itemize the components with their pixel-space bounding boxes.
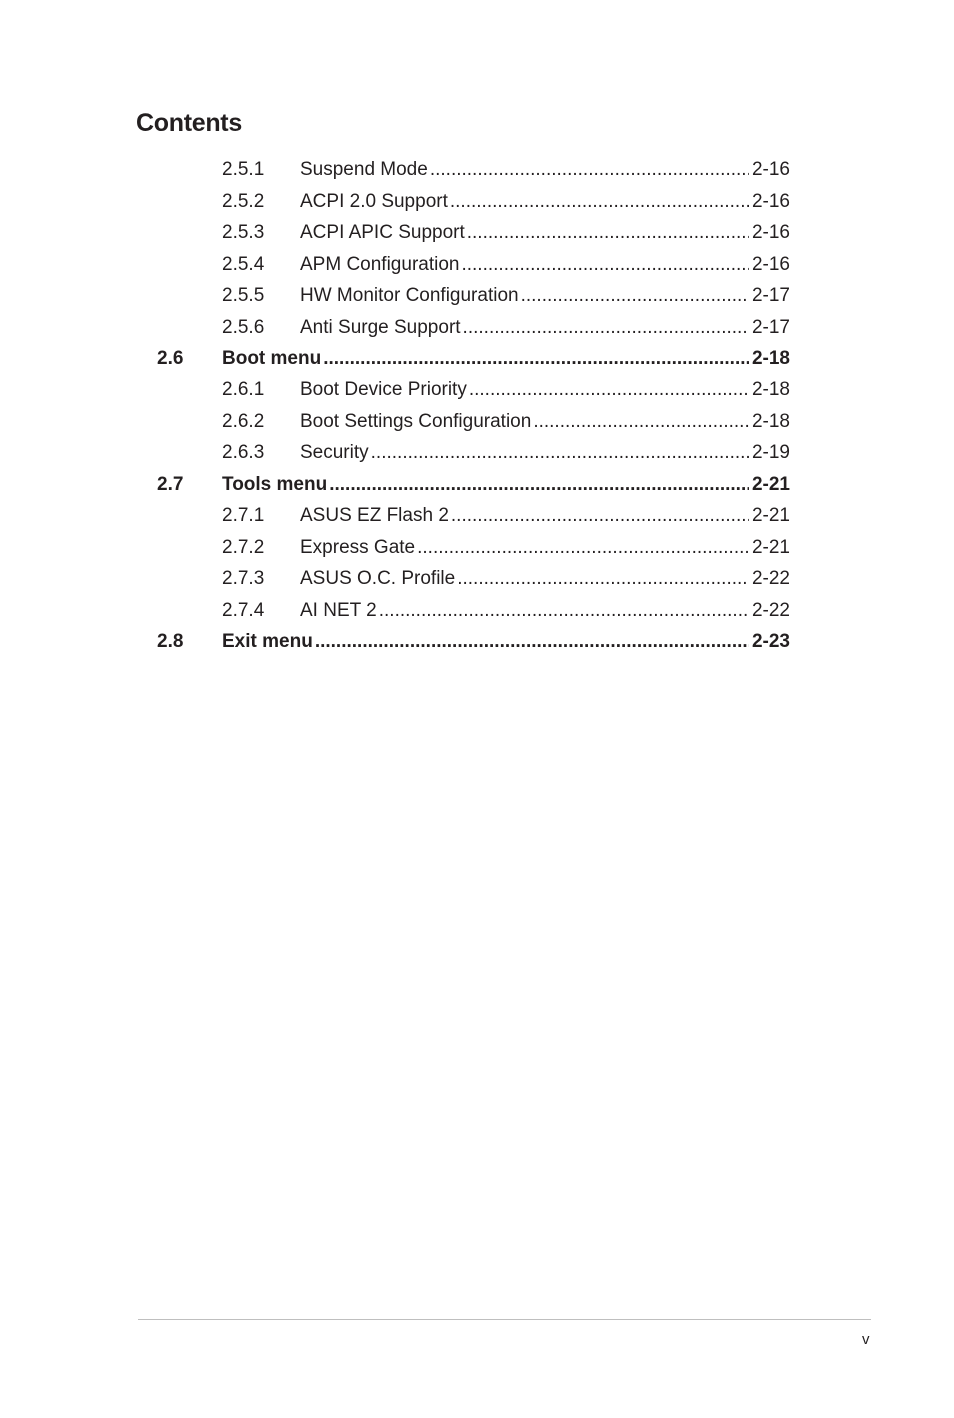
dot-leader [457, 565, 749, 593]
toc-entry-page: 2-18 [751, 348, 790, 369]
toc-entry-title: Express Gate [300, 537, 416, 558]
toc-entry-number: 2.5.2 [222, 191, 265, 212]
toc-entry-page: 2-22 [751, 568, 790, 589]
toc-entry[interactable] [0, 251, 954, 279]
dot-leader [533, 408, 749, 436]
toc-entry-page: 2-22 [751, 600, 790, 621]
dot-leader [379, 597, 749, 625]
toc-entry-number: 2.7.3 [222, 568, 265, 589]
toc-entry-title: APM Configuration [300, 254, 460, 275]
toc-section-entry[interactable] [0, 628, 954, 656]
toc-entry-number: 2.5.3 [222, 222, 265, 243]
toc-entry[interactable] [0, 219, 954, 247]
toc-entry-page: 2-16 [751, 254, 790, 275]
toc-entry-title: Tools menu [222, 474, 328, 495]
toc-entry-page: 2-16 [751, 191, 790, 212]
toc-entry-number: 2.6 [157, 348, 184, 369]
toc-entry-page: 2-21 [751, 474, 790, 495]
dot-leader [329, 471, 749, 499]
page-title: Contents [136, 109, 242, 137]
toc-entry[interactable] [0, 565, 954, 593]
toc-entry[interactable] [0, 376, 954, 404]
toc-entry-title: ACPI 2.0 Support [300, 191, 448, 212]
toc-entry[interactable] [0, 439, 954, 467]
toc-entry[interactable] [0, 156, 954, 184]
toc-entry[interactable] [0, 502, 954, 530]
toc-entry-title: Suspend Mode [300, 159, 428, 180]
toc-section-entry[interactable] [0, 345, 954, 373]
toc-entry-page: 2-17 [751, 317, 790, 338]
dot-leader [521, 282, 749, 310]
toc-entry-number: 2.7.4 [222, 600, 265, 621]
toc-entry-title: Anti Surge Support [300, 317, 461, 338]
dot-leader [371, 439, 749, 467]
toc-entry-title: ASUS EZ Flash 2 [300, 505, 449, 526]
toc-entry-page: 2-18 [751, 379, 790, 400]
toc-entry-page: 2-19 [751, 442, 790, 463]
dot-leader [469, 376, 749, 404]
toc-entry-title: Boot menu [222, 348, 322, 369]
toc-entry-number: 2.6.3 [222, 442, 265, 463]
toc-section-entry[interactable] [0, 471, 954, 499]
toc-entry-title: Exit menu [222, 631, 313, 652]
toc-entry-title: Security [300, 442, 369, 463]
dot-leader [323, 345, 749, 373]
toc-entry-number: 2.6.1 [222, 379, 265, 400]
dot-leader [430, 156, 749, 184]
toc-entry-page: 2-18 [751, 411, 790, 432]
toc-entry[interactable] [0, 314, 954, 342]
toc-entry-page: 2-17 [751, 285, 790, 306]
toc-entry-page: 2-21 [751, 505, 790, 526]
toc-entry-page: 2-16 [751, 159, 790, 180]
toc-entry-number: 2.5.4 [222, 254, 265, 275]
dot-leader [451, 502, 749, 530]
toc-entry[interactable] [0, 188, 954, 216]
toc-entry-number: 2.5.5 [222, 285, 265, 306]
dot-leader [417, 534, 749, 562]
dot-leader [450, 188, 749, 216]
dot-leader [315, 628, 749, 656]
toc-entry-title: ACPI APIC Support [300, 222, 465, 243]
toc-entry-title: Boot Device Priority [300, 379, 467, 400]
footer-page-number: v [862, 1331, 870, 1348]
toc-entry-number: 2.5.6 [222, 317, 265, 338]
toc-entry-number: 2.5.1 [222, 159, 265, 180]
dot-leader [463, 314, 749, 342]
toc-entry-page: 2-21 [751, 537, 790, 558]
toc-entry-title: AI NET 2 [300, 600, 377, 621]
footer-divider [138, 1319, 871, 1320]
toc-entry-number: 2.6.2 [222, 411, 265, 432]
toc-entry-number: 2.7.2 [222, 537, 265, 558]
toc-entry-page: 2-16 [751, 222, 790, 243]
toc-entry[interactable] [0, 408, 954, 436]
toc-entry-number: 2.8 [157, 631, 184, 652]
toc-entry-number: 2.7.1 [222, 505, 265, 526]
toc-entry-number: 2.7 [157, 474, 184, 495]
toc-entry[interactable] [0, 534, 954, 562]
dot-leader [461, 251, 749, 279]
toc-entry-title: ASUS O.C. Profile [300, 568, 456, 589]
toc-entry[interactable] [0, 597, 954, 625]
toc-entry[interactable] [0, 282, 954, 310]
toc-entry-title: Boot Settings Configuration [300, 411, 532, 432]
toc-entry-title: HW Monitor Configuration [300, 285, 519, 306]
toc-entry-page: 2-23 [751, 631, 790, 652]
dot-leader [467, 219, 749, 247]
